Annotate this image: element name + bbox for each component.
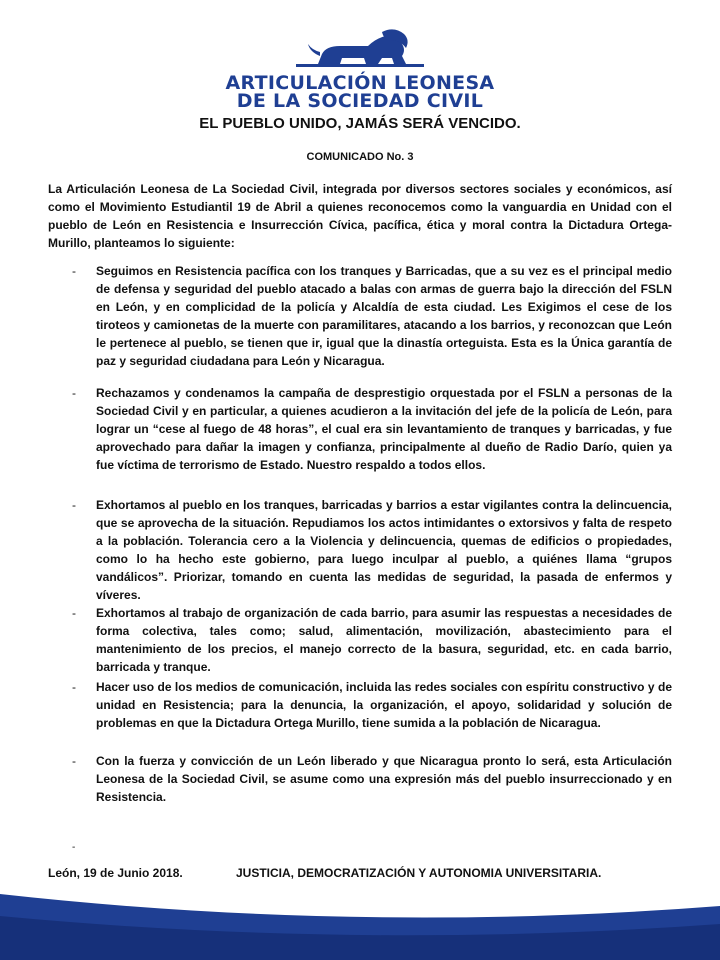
lion-logo-icon (290, 26, 430, 68)
footer-date: León, 19 de Junio 2018. (48, 866, 183, 880)
bullet-text: Hacer uso de los medios de comunicación, incluida las redes sociales con espíritu constructivo y de unidad en Resistencia; para la denuncia, la organización, el apoyo, solidaridad y solución de problemas en que la Dictadura Ortega Murillo, tiene sumida a la población de Nicaragua. (96, 680, 672, 730)
footer-wave-decoration (0, 884, 720, 960)
bullet-text: Rechazamos y condenamos la campaña de desprestigio orquestada por el FSLN a personas de la Sociedad Civil y en particular, a quienes acudieron a la invitación del jefe de la policía de León, para lograr un “cese al fuego de 48 horas”, el cual era sin levantamiento de tranques y barricadas, y fue aprovechado para dañar la imagen y confianza, principalmente al dueño de Radio Darío, quien ya fue víctima de terrorismo de Estado. Nuestro respaldo a todos ellos. (96, 386, 672, 472)
bullet-text: Exhortamos al pueblo en los tranques, barricadas y barrios a estar vigilantes contra la delincuencia, que se aprovecha de la situación. Repudiamos los actos intimidantes o extorsivos y falta de respeto a la población. Tolerancia cero a la Violencia y delincuencia, quemas de edificios o propiedades, como lo ha hecho este gobierno, para luego inculpar al pueblo, a quiénes llama “grupos vandálicos”. Priorizar, tomando en cuenta las medidas de seguridad, la pasada de enfermos y víveres. (96, 498, 672, 602)
org-name-line1: ARTICULACIÓN LEONESA (225, 72, 495, 94)
bullet-text: Exhortamos al trabajo de organización de cada barrio, para asumir las respuestas a necesidades de forma colectiva, tales como; salud, alimentación, movilización, abastecimiento para el mantenimiento de los precios, el manejo correcto de la basura, seguridad, etc. en cada barrio, barricada y tranque. (96, 606, 672, 674)
org-name-line2: DE LA SOCIEDAD CIVIL (236, 90, 484, 112)
footer-motto: JUSTICIA, DEMOCRATIZACIÓN Y AUTONOMIA UNIVERSITARIA. (236, 866, 602, 880)
document-headline: EL PUEBLO UNIDO, JAMÁS SERÁ VENCIDO. (199, 115, 521, 132)
bullet-dash: - (72, 754, 76, 768)
intro-paragraph: La Articulación Leonesa de La Sociedad Civil, integrada por diversos sectores sociales y económicos, así como el Movimiento Estudiantil 19 de Abril a quienes reconocemos como la vanguardia en Unidad con el pueblo de León en Resistencia e Insurrección Cívica, pacífica, ética y moral contra la Dictadura Ortega-Murillo, planteamos lo siguiente: (48, 182, 672, 250)
trailing-dash: - (72, 842, 76, 853)
bullet-text: Seguimos en Resistencia pacífica con los tranques y Barricadas, que a su vez es el principal medio de defensa y seguridad del pueblo atacado a balas con armas de guerra bajo la dirección del FSLN en León, y en complicidad de la policía y Alcaldía de esta ciudad. Les Exigimos el cese de los tiroteos y camionetas de la muerte con paramilitares, atacando a los barrios, y reconozcan que León le pertenece al pueblo, se tienen que ir, igual que la dinastía orteguista. Esta es la Única garantía de paz y seguridad ciudadana para León y Nicaragua. (96, 264, 672, 368)
bullet-dash: - (72, 606, 76, 620)
bullet-dash: - (72, 498, 76, 512)
comunicado-number: COMUNICADO No. 3 (306, 151, 414, 163)
org-logo (0, 26, 720, 68)
bullet-dash: - (72, 386, 76, 400)
bullet-dash: - (72, 680, 76, 694)
bullet-dash: - (72, 264, 76, 278)
bullet-text: Con la fuerza y convicción de un León liberado y que Nicaragua pronto lo será, esta Articulación Leonesa de la Sociedad Civil, se asume como una expresión más del pueblo insurreccionado y en Resistencia. (96, 754, 672, 804)
